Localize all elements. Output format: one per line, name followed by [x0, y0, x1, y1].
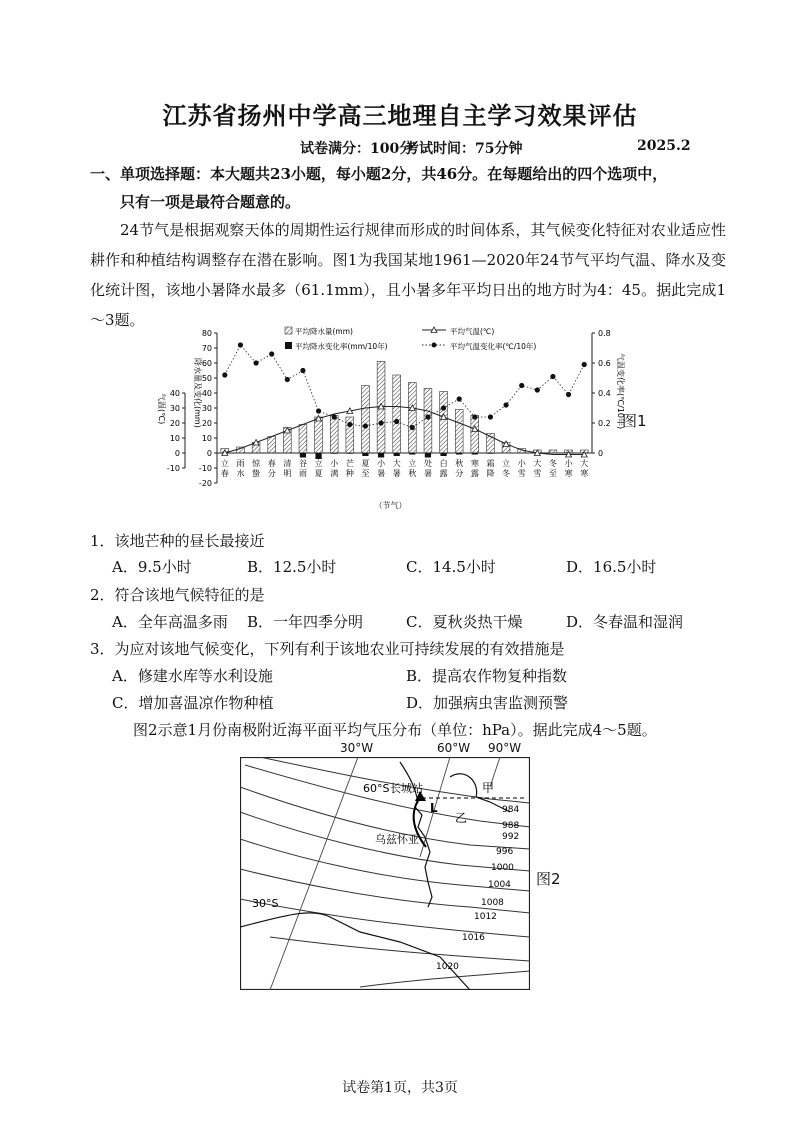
category-label-top: 小: [564, 459, 573, 468]
isobar-label-1004: 1004: [488, 880, 511, 890]
low-pressure-l: L: [430, 801, 438, 815]
left-tick-label: 10: [201, 434, 212, 443]
place-yi: 乙: [455, 811, 468, 825]
category-label-top: 小: [377, 459, 386, 468]
category-label-bottom: 露: [470, 469, 479, 478]
question-2-option-c[interactable]: C．夏秋炎热干燥: [406, 613, 523, 631]
place-ushuaia: 乌兹怀亚: [375, 833, 419, 846]
question-3-option-d[interactable]: D．加强病虫害监测预警: [406, 694, 569, 712]
category-label-top: 立: [314, 459, 323, 468]
precip-bar: [408, 383, 416, 454]
isobar-label-984: 984: [502, 805, 520, 815]
temp-change-point: [300, 368, 305, 373]
right-tick-label: 0: [598, 449, 604, 458]
category-label-top: 清: [283, 459, 292, 468]
temp-change-point: [503, 402, 508, 407]
isobar-label-1016: 1016: [462, 933, 485, 943]
lon-label-90w: 90°W: [488, 741, 522, 755]
question-1-option-a[interactable]: A．9.5小时: [112, 558, 192, 576]
category-label-bottom: 至: [361, 469, 370, 478]
x-axis-title: （节气）: [374, 501, 407, 510]
temp-change-point: [238, 342, 243, 347]
exam-score: 试卷满分：100分: [300, 141, 414, 157]
precip-bar: [471, 416, 479, 454]
outer-tick-label: 40: [169, 389, 180, 398]
category-label-top: 春: [267, 459, 276, 468]
category-label-top: 夏: [361, 459, 370, 468]
category-label-top: 雨: [236, 459, 245, 468]
category-label-top: 冬: [548, 459, 557, 468]
section-heading: [90, 160, 730, 216]
outer-tick-label: 30: [169, 404, 180, 413]
left-tick-label: 50: [201, 374, 212, 383]
isobar-label-1012: 1012: [474, 912, 497, 922]
temp-change-point: [347, 422, 352, 427]
question-3-option-a[interactable]: A．修建水库等水利设施: [112, 667, 273, 685]
precip-change-bar: [331, 453, 337, 454]
right-tick-label: 0.2: [598, 419, 611, 428]
category-label-bottom: 暑: [423, 469, 432, 478]
category-label-bottom: 分: [455, 469, 464, 478]
lon-label-30w: 30°W: [340, 741, 374, 755]
outer-tick-label: -10: [166, 464, 180, 473]
left-tick-label: 40: [201, 389, 212, 398]
exam-time: 考试时间：75分钟: [405, 141, 523, 157]
figure-2-map: [240, 757, 530, 990]
category-label-bottom: 春: [220, 469, 229, 478]
temp-change-point: [285, 377, 290, 382]
precip-change-bar: [472, 453, 478, 455]
precip-change-bar: [347, 453, 353, 454]
isobar-label-1008: 1008: [481, 898, 504, 908]
exam-date: 2025.2: [637, 138, 691, 154]
legend-swatch-precip-change: [285, 342, 292, 349]
temp-change-point: [550, 374, 555, 379]
lat-label-60s: 60°S: [363, 782, 390, 795]
left-tick-label: 80: [201, 329, 212, 338]
page-footer: 试卷第1页，共3页: [342, 1080, 458, 1096]
category-label-top: 处: [423, 459, 432, 468]
figure-1-chart: [150, 325, 630, 510]
precip-bar: [549, 450, 557, 453]
category-label-top: 秋: [455, 459, 464, 468]
category-label-top: 大: [533, 459, 542, 468]
precip-change-bar: [425, 453, 431, 458]
category-label-bottom: 种: [345, 469, 354, 478]
question-2-stem: 2．符合该地气候特征的是: [90, 586, 265, 604]
precip-bar: [393, 375, 401, 453]
category-label-top: 立: [502, 459, 511, 468]
category-label-top: 立: [220, 459, 229, 468]
passage-1: 24节气是根据观察天体的周期性运行规律而形成的时间体系，其气候变化特征对农业适应性耕作和种植结构调整存在潜在影响。图1为我国某地1961—2020年24节气平均气温、降水及变化统计图，该地小暑降水最多（61.1mm），且小暑多年平均日出的地方时为4：45。据此完成1～3题。: [90, 221, 726, 329]
temp-change-point: [363, 423, 368, 428]
category-label-bottom: 夏: [314, 469, 323, 478]
precip-change-bar: [409, 453, 415, 455]
question-1-option-b[interactable]: B．12.5小时: [247, 558, 337, 576]
precip-bar: [299, 425, 307, 454]
legend-label-temp: 平均气温(℃): [450, 327, 495, 336]
temp-change-point: [535, 387, 540, 392]
category-label-bottom: 冬: [502, 469, 511, 478]
category-label-top: 大: [580, 459, 589, 468]
right-tick-label: 0.6: [598, 359, 611, 368]
category-label-bottom: 分: [267, 469, 276, 478]
temp-change-point: [457, 396, 462, 401]
temp-line: [225, 407, 584, 455]
precip-change-bar: [487, 453, 493, 454]
section-heading-line1: 一、单项选择题：本大题共23小题，每小题2分，共46分。在每题给出的四个选项中，: [90, 165, 668, 183]
passage-2: 图2示意1月份南极附近海平面平均气压分布（单位：hPa）。据此完成4～5题。: [133, 721, 657, 739]
precip-change-bar: [440, 453, 446, 456]
precip-bar: [362, 386, 370, 454]
legend-label-temp-change: 平均气温变化率(℃/10年): [450, 342, 537, 351]
outer-axis-title: 气温(℃): [157, 393, 166, 425]
precip-bar: [315, 417, 323, 453]
temp-change-point: [316, 408, 321, 413]
temp-change-point: [222, 372, 227, 377]
category-label-bottom: 暑: [392, 469, 401, 478]
legend-swatch-precip: [285, 327, 292, 334]
question-3-option-c[interactable]: C．增加喜温凉作物种植: [112, 694, 274, 712]
category-label-bottom: 明: [283, 469, 292, 478]
question-2-option-b[interactable]: B．一年四季分明: [247, 613, 364, 631]
left-axis-title: 降水量及变化(mm): [193, 358, 202, 428]
category-label-bottom: 蛰: [252, 469, 261, 478]
left-tick-label: 20: [201, 419, 212, 428]
category-label-bottom: 至: [548, 469, 557, 478]
category-label-bottom: 雨: [298, 469, 307, 478]
temp-change-point: [253, 360, 258, 365]
left-tick-label: -20: [198, 479, 212, 488]
right-tick-label: 0.4: [598, 389, 611, 398]
question-1-stem: 1．该地芒种的昼长最接近: [90, 532, 265, 550]
category-label-bottom: 雪: [517, 469, 526, 478]
precip-bar: [424, 389, 432, 454]
temp-change-point: [519, 383, 524, 388]
place-changcheng: 长城站: [390, 782, 423, 795]
right-tick-label: 0.8: [598, 329, 611, 338]
temp-change-point: [269, 351, 274, 356]
isobar-label-1000: 1000: [491, 863, 514, 873]
outer-tick-label: 20: [169, 419, 180, 428]
question-2-option-d[interactable]: D．冬春温和湿润: [566, 613, 684, 631]
question-2-option-a[interactable]: A．全年高温多雨: [112, 613, 228, 631]
legend-marker-temp-change: [432, 343, 437, 348]
temp-change-point: [394, 419, 399, 424]
category-label-bottom: 降: [486, 469, 495, 478]
category-label-bottom: 暑: [377, 469, 386, 478]
precip-bar: [455, 410, 463, 454]
outer-tick-label: 10: [169, 434, 180, 443]
question-1-option-c[interactable]: C．14.5小时: [406, 558, 496, 576]
category-label-bottom: 秋: [408, 469, 417, 478]
isobar-label-988: 988: [502, 821, 520, 831]
temp-change-point: [425, 414, 430, 419]
question-3-stem: 3．为应对该地气候变化，下列有利于该地农业可持续发展的有效措施是: [90, 640, 565, 658]
category-label-top: 小: [517, 459, 526, 468]
question-1-option-d[interactable]: D．16.5小时: [566, 558, 657, 576]
right-axis-title: 气温变化率(℃/10年): [616, 353, 625, 430]
precip-change-bar: [378, 453, 384, 458]
outer-tick-label: 0: [174, 449, 180, 458]
legend-label-precip: 平均降水量(mm): [295, 327, 353, 336]
category-label-top: 大: [392, 459, 401, 468]
temp-change-point: [410, 425, 415, 430]
category-label-top: 立: [408, 459, 417, 468]
left-tick-label: 70: [201, 344, 212, 353]
isobar-label-996: 996: [496, 847, 514, 857]
category-label-bottom: 寒: [580, 469, 589, 478]
category-label-top: 小: [330, 459, 339, 468]
category-label-top: 惊: [252, 459, 261, 468]
legend-label-precip-change: 平均降水变化率(mm/10年): [295, 342, 388, 351]
temp-change-point: [566, 392, 571, 397]
precip-change-bar: [456, 453, 462, 455]
temp-change-point: [378, 420, 383, 425]
category-label-bottom: 满: [330, 469, 339, 478]
category-label-bottom: 水: [236, 469, 245, 478]
page-title: 江苏省扬州中学高三地理自主学习效果评估: [162, 102, 638, 130]
temp-change-point: [488, 414, 493, 419]
temp-change-point: [582, 362, 587, 367]
temp-change-line: [225, 345, 584, 428]
temp-change-point: [472, 414, 477, 419]
question-3-option-b[interactable]: B．提高农作物复种指数: [406, 667, 568, 685]
left-tick-label: 60: [201, 359, 212, 368]
precip-change-bar: [362, 453, 368, 456]
section-heading-line2: 只有一项是最符合题意的。: [120, 193, 301, 211]
lon-label-60w: 60°W: [437, 741, 471, 755]
precip-bar: [440, 392, 448, 454]
lat-label-30s: 30°S: [252, 897, 279, 910]
precip-bar: [330, 416, 338, 454]
category-label-bottom: 雪: [533, 469, 542, 478]
place-jia: 甲: [482, 781, 495, 795]
precip-bar: [268, 437, 276, 454]
category-label-top: 芒: [345, 459, 354, 468]
category-label-top: 寒: [470, 459, 479, 468]
category-label-bottom: 寒: [564, 469, 573, 478]
left-tick-label: -10: [198, 464, 212, 473]
figure-1-label: 图1: [622, 412, 647, 430]
temp-change-point: [332, 414, 337, 419]
left-tick-label: 30: [201, 404, 212, 413]
isobar-label-1020: 1020: [436, 962, 459, 972]
precip-change-bar: [394, 453, 400, 456]
precip-change-bar: [300, 453, 306, 458]
left-tick-label: 0: [206, 449, 212, 458]
temp-change-point: [441, 405, 446, 410]
category-label-top: 霜: [486, 459, 495, 468]
category-label-top: 白: [439, 459, 448, 468]
isobar-label-992: 992: [502, 832, 520, 842]
figure-2-label: 图2: [536, 870, 561, 888]
category-label-bottom: 露: [439, 469, 448, 478]
category-label-top: 谷: [298, 459, 307, 468]
